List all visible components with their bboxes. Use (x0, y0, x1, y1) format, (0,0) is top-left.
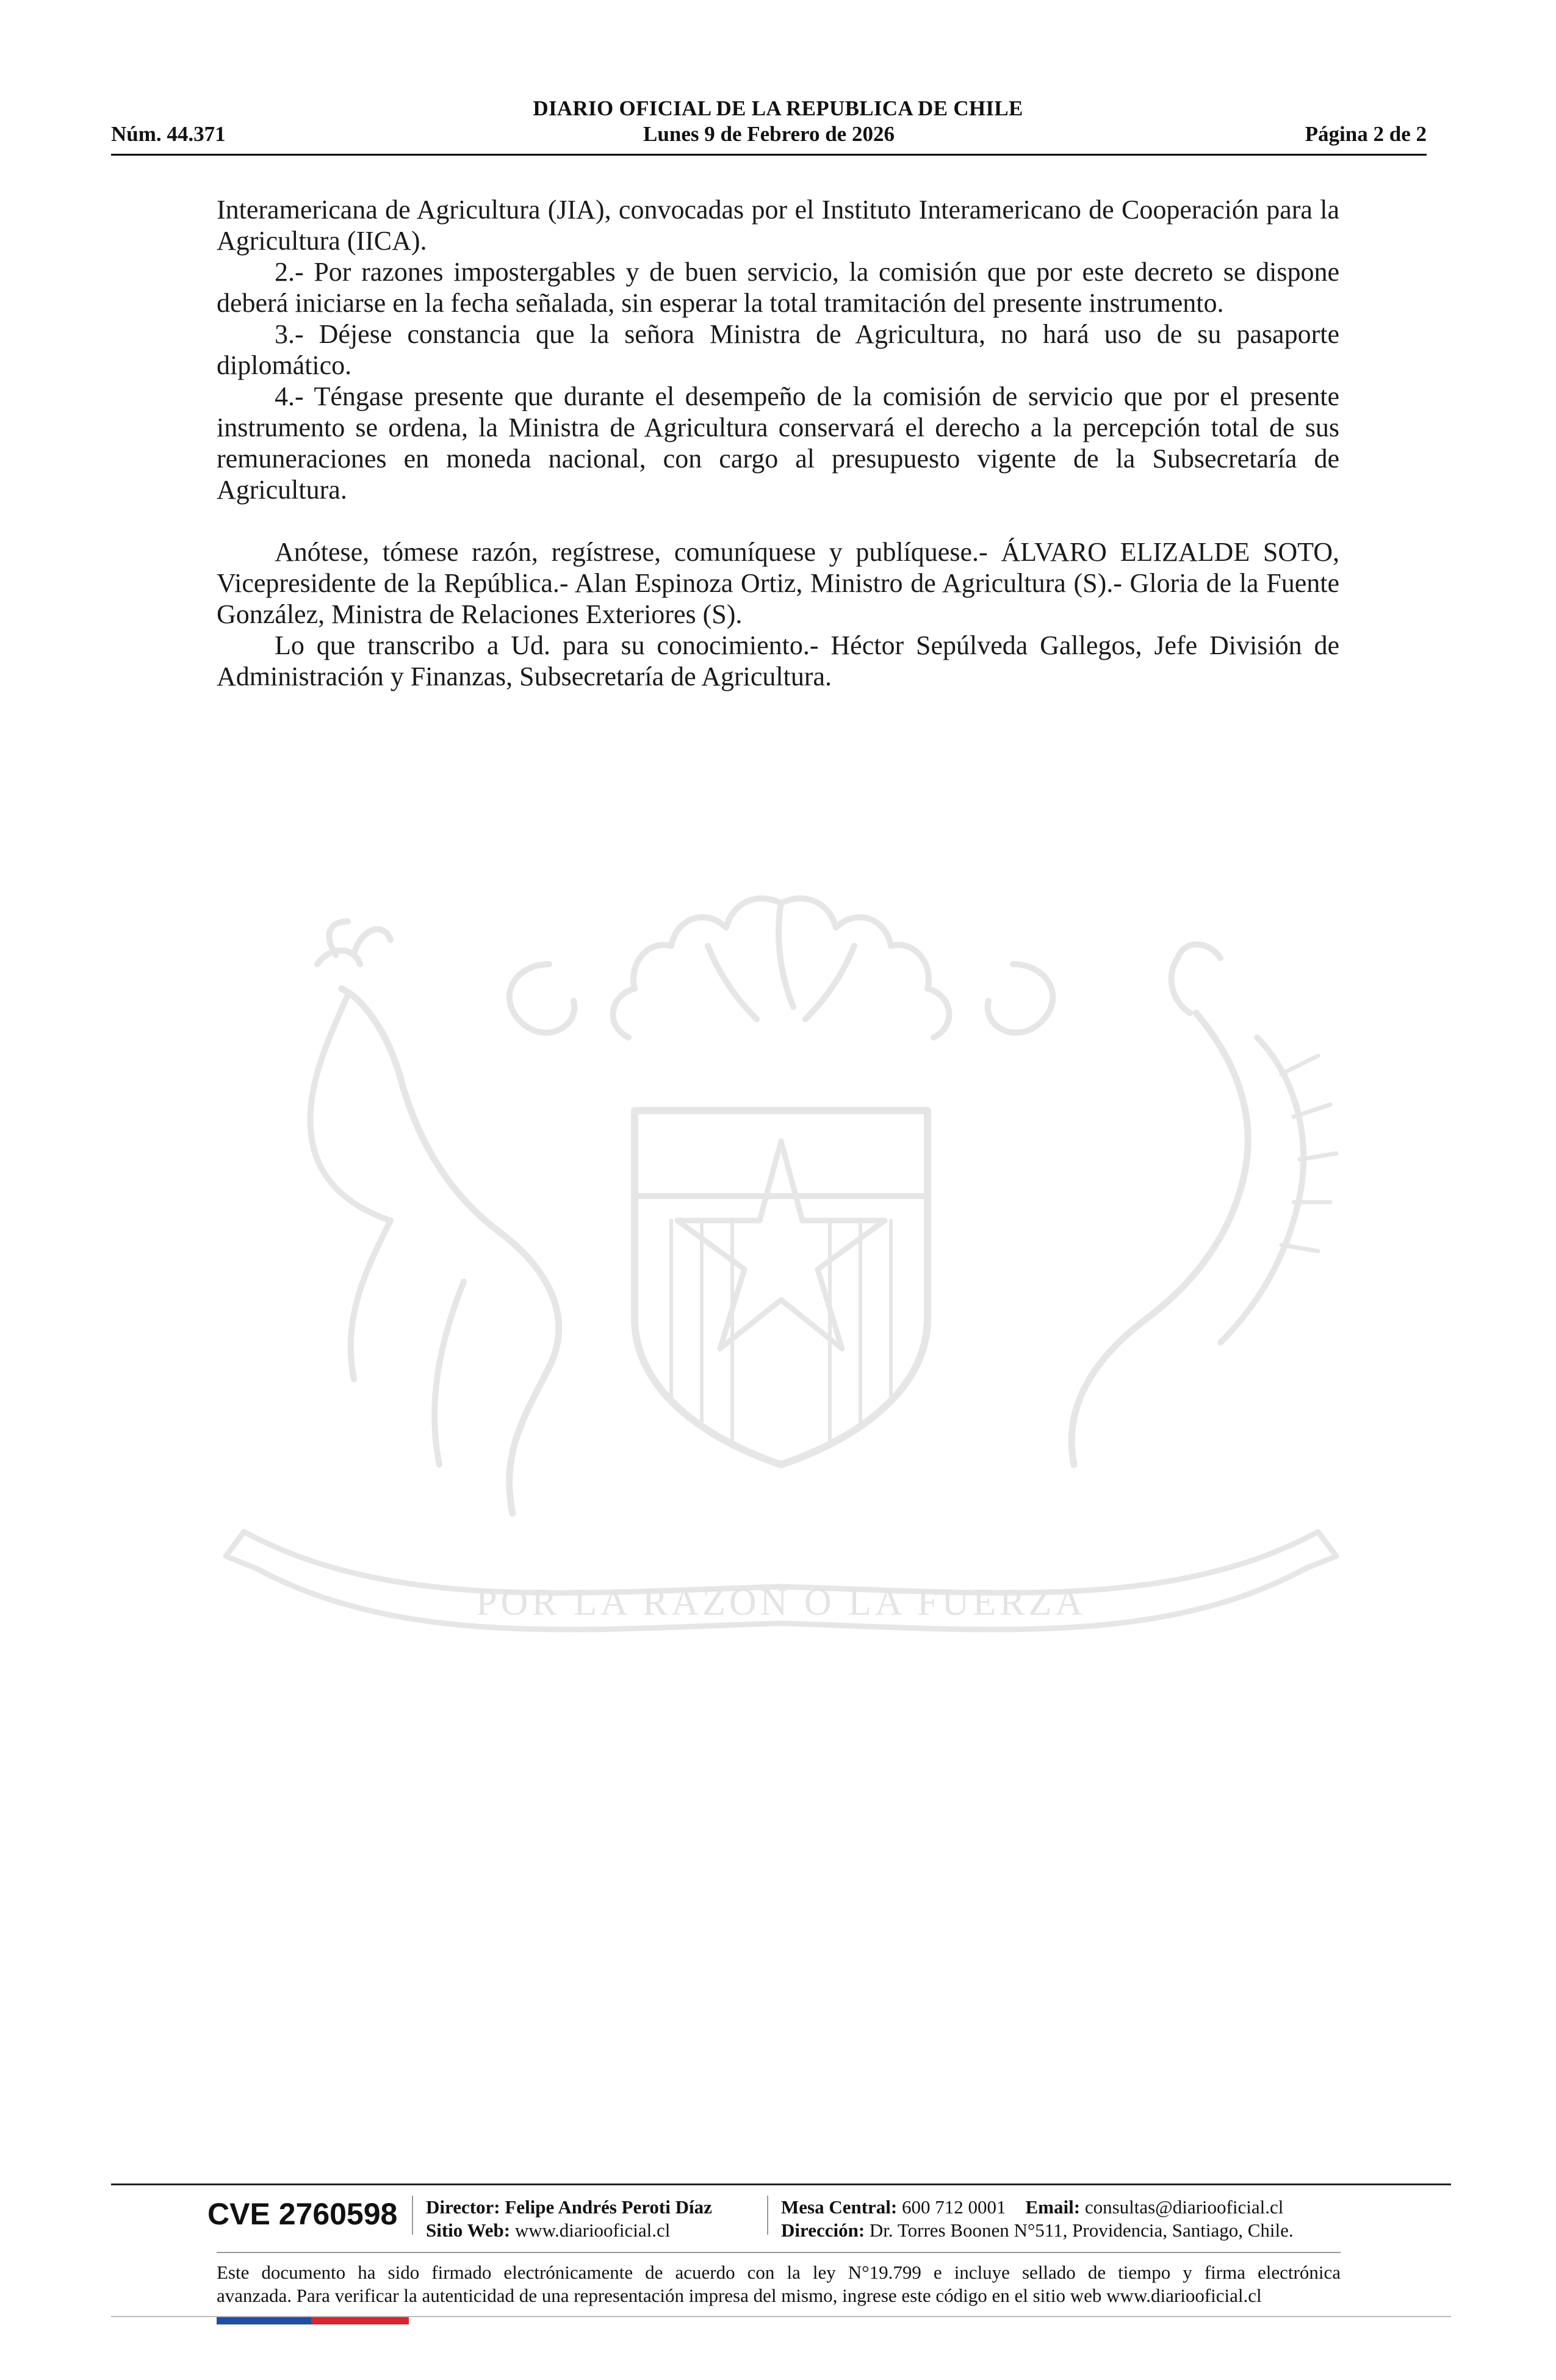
paragraph-continuation: Interamericana de Agricultura (JIA), convocadas por el Instituto Interamericano de Cooperación para la Agricultura (IICA). (217, 195, 1339, 256)
address-label: Dirección: (781, 2220, 865, 2241)
issue-number: Núm. 44.371 (111, 122, 226, 146)
issue-date: Lunes 9 de Febrero de 2026 (643, 122, 895, 146)
header-divider (111, 154, 1427, 156)
flag-stripe-red (311, 2317, 409, 2324)
paragraph-signatures: Anótese, tómese razón, regístrese, comuníquese y publíquese.- ÁLVARO ELIZALDE SOTO, Vicepresidente de la República.- Alan Espinoza Ortiz, Ministro de Agricultura (S).- Gloria de la Fuente González, Ministra de Relaciones Exteriores (S). (217, 537, 1339, 629)
flag-stripe-blue (217, 2317, 311, 2324)
website-label: Sitio Web: (426, 2220, 511, 2241)
chile-coat-of-arms-watermark (207, 854, 1355, 1672)
footer-separator (767, 2196, 768, 2235)
paragraph-article-4: 4.- Téngase presente que durante el desempeño de la comisión de servicio que por el presente instrumento se ordena, la Ministra de Agricultura conservará el derecho a la percepción total de sus remuneraciones en moneda nacional, con cargo al presupuesto vigente de la Subsecretaría de Agricultura. (217, 381, 1339, 505)
footer-divider-mid (217, 2252, 1341, 2253)
watermark-motto: POR LA RAZON O LA FUERZA (475, 1582, 1087, 1623)
paragraph-article-3: 3.- Déjese constancia que la señora Ministra de Agricultura, no hará uso de su pasaporte diplomático. (217, 319, 1339, 380)
phone-label: Mesa Central: (781, 2196, 898, 2218)
page-number: Página 2 de 2 (1305, 122, 1427, 146)
director-name: Felipe Andrés Peroti Díaz (505, 2196, 712, 2218)
paragraph-article-2: 2.- Por razones impostergables y de buen servicio, la comisión que por este decreto se dispone deberá iniciarse en la fecha señalada, sin esperar la total tramitación del presente instrumento. (217, 257, 1339, 318)
legal-line-2: avanzada. Para verificar la autenticidad de una representación impresa del mismo, ingrese este código en el sitio web www.diariooficial.cl (217, 2285, 1262, 2306)
footer-contact-block (781, 2196, 1294, 2242)
page-header (111, 122, 1427, 149)
website-link[interactable]: www.diariooficial.cl (514, 2220, 671, 2241)
footer-divider-top (111, 2183, 1451, 2185)
newspaper-title: DIARIO OFICIAL DE LA REPUBLICA DE CHILE (533, 96, 1023, 120)
legal-line-1: Este documento ha sido firmado electrónicamente de acuerdo con la ley N°19.799 e incluye sellado de tiempo y firma electrónica (217, 2262, 1341, 2283)
paragraph-transcription: Lo que transcribo a Ud. para su conocimiento.- Héctor Sepúlveda Gallegos, Jefe División de Administración y Finanzas, Subsecretaría de Agricultura. (217, 630, 1339, 691)
director-label: Director: (426, 2196, 500, 2218)
email-link[interactable]: consultas@diariooficial.cl (1084, 2196, 1284, 2218)
phone-number: 600 712 0001 (902, 2196, 1006, 2218)
email-label: Email: (1025, 2196, 1081, 2218)
footer-director-block (426, 2196, 712, 2242)
address-value: Dr. Torres Boonen N°511, Providencia, Santiago, Chile. (869, 2220, 1294, 2241)
footer-separator (412, 2196, 413, 2235)
decree-body (217, 194, 1339, 692)
cve-code: CVE 2760598 (207, 2197, 398, 2231)
legal-notice (217, 2261, 1341, 2307)
